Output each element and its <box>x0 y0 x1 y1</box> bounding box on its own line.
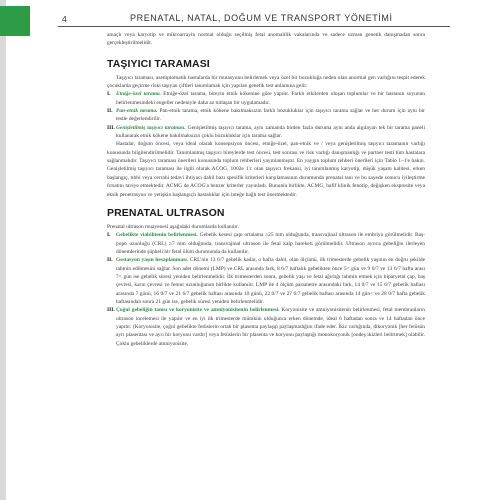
chapter-marker <box>0 6 30 36</box>
item-text: Genişletilmiş taşıyıcı tarama, aynı zamanda birden fazla duruma aynı anda algılayan tek bir tarama paneli kullanarak etnik kökene bakılmaksızın çoklu bozukluklar için tarama sağlar. <box>116 124 425 140</box>
item-text: Koryonisite ve amniyonisitenin belirlenmesi, fetal membranların ultrason incelemesi ile yapılır ve en iyi ilk trimesterde mümkün olduğunca erken dönemde, ideal 6 haftadan sonra ve 14 haftadan önce yapılır. (Koryonisite, çoğul gebelikte fetüslerin ortak bir plasenta paylaşıp paylaşmadığını ifade eder. İkiz varlığında, dikoryonik [her fetüsün ayrı plasentası ve ayrı bir koryonu vardır] veya fetüslerin bir plasenta ve koryonu paylaştığı monokoryonik [ondeş ikizleri belirtmek] olabilir. Çoklu gebeliklerde amniyonisite, <box>116 307 425 347</box>
list-number: I. <box>107 232 111 239</box>
item-text: Etniğe-özel tarama, bireyin etnik kökenine göre yapılır. Farklı etkilerden oluşan toplumlar ve bir hastanın soyunun belirlenmesindeki engeller nedeniyle daha az tutlaşan bir uygulamadır. <box>116 91 426 106</box>
term: Gestasyon yaşın hesaplanması. <box>116 257 189 264</box>
list-item <box>107 256 425 306</box>
list-number: I. <box>107 91 111 98</box>
list-number: II. <box>107 257 113 264</box>
list-item <box>107 107 425 124</box>
list-number: III. <box>107 307 115 314</box>
running-header: PRENATAL, NATAL, DOĞUM VE TRANSPORT YÖNETİMİ <box>130 13 393 23</box>
ultrasound-intro: Prenatal ultrason muayenesi aşağıdaki durumlarda kullanılır. <box>107 223 239 230</box>
term: Etniğe-özel tarama. <box>116 91 162 98</box>
section-title-carrier-screening: TAŞIYICI TARAMASI <box>107 57 210 70</box>
item-text: Pan-etnik tarama, etnik kökene bakılmaksızın farklı bozukluklar için taşıyıcı tarama sağlar ve her durum için aynı bir testle değerlendirilir. <box>116 108 425 123</box>
list-item <box>107 124 425 141</box>
term: Pan-etnik tarama. <box>116 108 158 115</box>
term: Gebelikte viabilitenin belirlenmesi. <box>116 232 198 239</box>
term: Çoğul gebeliğin tanısı ve koryonisite ve amniyonisitenin belirlenmesi. <box>116 307 280 314</box>
item-text: CRL'nin 13 6/7 gebelik kadar, o hafta dahil, olan ölçümü, ilk trimesterde gebelik yaşının en doğru şekilde tahmin edilmesini sağlar. Son adet dönemi (LMP) ve CRL arasında fark, 8 6/7 haftalık gebelikten önce 5< gün ve 9 0/7 ve 13 6/7 hafta arası 7< gün ise gebelik süresi yeniden belirlenmelidir. İlk trimesterden sonra, gebelik yaşı ve fetal ağırlığı tahmin etmek için biparyetal çap, baş çevresi, karın çevresi ve femur uzunluğunun birlikte kullanılır. LMP ile 4 ölçüm parametre arasındaki fark, 14 0/7 ve 15 6/7 gebelik haftası arasında 7 günü, 16 0/7 ve 21 6/7 gebelik haftası arasında 10 günü, 22 0/7 ve 27 6/7 gebelik haftası arasında 14 gün< ve 28 0/7 hafta gebelik haftasından sonra 21 gün ise, gebelik süresi yeniden belirlenmelidir. <box>116 257 425 305</box>
header-rule <box>58 26 450 27</box>
carrier-screening-intro: Taşıyıcı taraması, asemptomatik hastalarda bir mutasyonu belirlemek veya özel bir bozukluğa neden olan anormal gen varlığını tespit ederek çocuklarda geçirme riski taşıyan çiftleri tanımlamak için yapılan genetik test anlamına gelir. <box>107 74 425 90</box>
list-number: II. <box>107 108 113 115</box>
page-edge-tab <box>0 0 6 500</box>
carrier-screening-body: Hastalar, doğum öncesi, veya ideal olarak konsepsiyon öncesi, etniğe-özel, pan-etnik ve / veya genişletilmiş taşıyıcı taramanın varlığı konusunda bilgilendirilmelidir. Tanımlanmış taşıyıcı bireylerde test öncesi, test sonrası ve risk varlığı danışmanlığı ve partner testi tüm hastalara sağlanmalıdır. Taşıyıcı taraması önerileri konusunda toplum rehberleri yayınlanmıştır. En yaygın toplum rehberi önerileri için Tablo 1–1'e bakın. Genişletilmiş taşıyıcı taraması ile ilgili olarak ACOG, 1002e 1'c olan taşıyıcı frekansı, iyi tanımlanmış karyotip, düşük yaşam kalitesi, erken başlangıç, tıbbi veya cerrahi tedavi ihtiyacı dahil bazı spesifik kriterleri karşılamasının durumunda prenatal tanı ve bu sayede sonucu iyileştirme fırsatını taviye etmektedir. ACMG de ACOG'a benzer kriterler yayınladı. Bununla birlikte, ACMG, hafif klinik fenotip, değişken ekspresite veya eksik penetrasyon ve yetişkin başlangıçlı hastalıklar için inteğe bağlı test önermektedir. <box>107 141 425 198</box>
term: Genişletilmiş taşıyıcı taraması. <box>116 124 186 131</box>
item-text: Gebelik kesesi çapı ortalama ≥25 mm olduğunda, transvajinal ultrason ile embriyo görülmelidir. Baş-popo uzunluğu (CRL) ≥7 mm olduğunda, transvajinal ultrason ile fetal kalp hareketi görülmelidir. Ultrason ayrıca gebeliğin ilerleyen dönemlerinde şüpheli bir fetal ölüm durumunda da kullanılır. <box>116 232 426 255</box>
section-title-prenatal-ultrasound: PRENATAL ULTRASON <box>107 206 225 219</box>
intro-paragraph: amaçlı veya karyotip ve mikroarrayin normal olduğu seçilmiş fetal anomalilik vakalarında ve sadece uzman genetik danışmadan sonra gerçekleştirilmelidir. <box>107 32 425 47</box>
list-number: III. <box>107 124 115 131</box>
list-item <box>107 90 425 107</box>
list-item <box>107 306 425 348</box>
page-number: 4 <box>62 14 67 24</box>
list-item <box>107 231 425 256</box>
page-body <box>107 31 425 348</box>
